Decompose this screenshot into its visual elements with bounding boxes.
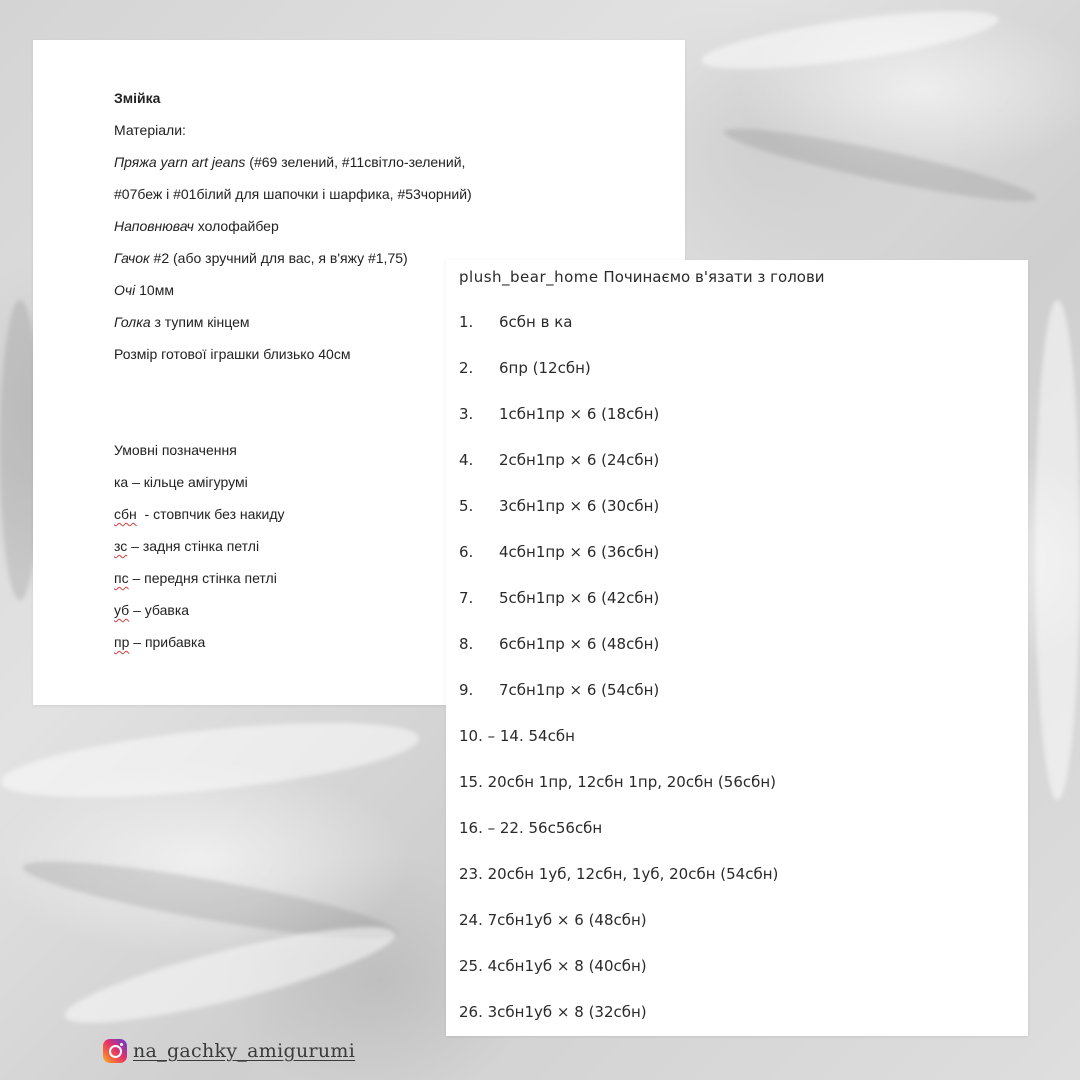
row-text: 1сбн1пр × 6 (18сбн) xyxy=(499,405,660,423)
row-number: 26. xyxy=(459,1003,483,1021)
legend-abbr: сбн xyxy=(114,506,137,522)
row-text: 6сбн в ка xyxy=(499,313,573,331)
yarn-line-continued: #07беж і #01білий для шапочки і шарфика, #53чорний) xyxy=(114,186,472,202)
row-number: 8. xyxy=(459,635,474,653)
pattern-title: Змійка xyxy=(114,90,161,106)
row-item xyxy=(459,451,659,469)
row-item xyxy=(459,773,776,791)
legend-desc: – задня стінка петлі xyxy=(127,538,260,554)
materials-label: Матеріали: xyxy=(114,122,186,138)
instructions-heading xyxy=(459,268,825,286)
row-number: 3. xyxy=(459,405,474,423)
needle-line xyxy=(114,314,250,330)
legend-abbr: пр xyxy=(114,634,130,650)
row-number: 10. – 14. xyxy=(459,727,524,745)
row-item xyxy=(459,865,778,883)
filler-line xyxy=(114,218,279,234)
row-text: 54сбн xyxy=(523,727,575,745)
legend-item xyxy=(114,474,248,490)
row-text: 5сбн1пр × 6 (42сбн) xyxy=(499,589,660,607)
row-number: 2. xyxy=(459,359,474,377)
row-item xyxy=(459,819,602,837)
row-number: 5. xyxy=(459,497,474,515)
background-texture xyxy=(59,910,401,1041)
row-number: 25. xyxy=(459,957,483,975)
row-item xyxy=(459,681,659,699)
yarn-text: (#69 зелений, #11світло-зелений, xyxy=(245,154,466,170)
row-text: 4сбн1пр × 6 (36сбн) xyxy=(499,543,660,561)
row-item xyxy=(459,727,575,745)
row-text: 7сбн1уб × 6 (48сбн) xyxy=(482,911,647,929)
background-texture xyxy=(0,708,422,812)
needle-label: Голка xyxy=(114,314,151,330)
legend-desc: – передня стінка петлі xyxy=(128,570,277,586)
yarn-label: Пряжа yarn art jeans xyxy=(114,154,246,170)
legend-item xyxy=(114,538,259,554)
row-number: 7. xyxy=(459,589,474,607)
background-texture xyxy=(699,0,1002,81)
needle-text: з тупим кінцем xyxy=(150,314,250,330)
row-item xyxy=(459,589,659,607)
instructions-page xyxy=(446,260,1028,1036)
row-text: 2сбн1пр × 6 (24сбн) xyxy=(499,451,660,469)
row-item xyxy=(459,635,659,653)
row-text: 3сбн1уб × 8 (32сбн) xyxy=(482,1003,647,1021)
instagram-icon xyxy=(103,1039,127,1063)
legend-abbr: зс xyxy=(114,538,128,554)
eyes-text: 10мм xyxy=(135,282,174,298)
row-number: 23. xyxy=(459,865,483,883)
row-text: 3сбн1пр × 6 (30сбн) xyxy=(499,497,660,515)
instagram-watermark xyxy=(103,1038,355,1064)
row-item xyxy=(459,543,659,561)
row-item xyxy=(459,1003,647,1021)
background-texture xyxy=(1035,300,1080,800)
legend-desc: – убавка xyxy=(129,602,190,618)
filler-text: холофайбер xyxy=(193,218,279,234)
row-number: 4. xyxy=(459,451,474,469)
hook-label: Гачок xyxy=(114,250,150,266)
size-line: Розмір готової іграшки близько 40см xyxy=(114,346,351,362)
row-text: 56с56сбн xyxy=(523,819,603,837)
background-texture xyxy=(720,117,1039,213)
legend-item xyxy=(114,506,285,522)
eyes-line xyxy=(114,282,174,298)
legend-abbr: уб xyxy=(114,602,130,618)
row-number: 9. xyxy=(459,681,474,699)
row-item xyxy=(459,405,659,423)
yarn-line xyxy=(114,154,465,170)
row-text: 4сбн1уб × 8 (40сбн) xyxy=(482,957,647,975)
eyes-label: Очі xyxy=(114,282,136,298)
row-item xyxy=(459,359,591,377)
legend-abbr: пс xyxy=(114,570,129,586)
legend-desc: - стовпчик без накиду xyxy=(136,506,285,522)
row-item xyxy=(459,497,659,515)
row-item xyxy=(459,957,647,975)
row-item xyxy=(459,911,647,929)
legend-desc: – прибавка xyxy=(129,634,206,650)
row-number: 1. xyxy=(459,313,474,331)
legend-item xyxy=(114,634,205,650)
legend-abbr: ка xyxy=(114,474,129,490)
legend-title: Умовні позначення xyxy=(114,442,237,458)
hook-text: #2 (або зручний для вас, я в'яжу #1,75) xyxy=(149,250,408,266)
row-number: 16. – 22. xyxy=(459,819,524,837)
legend-item xyxy=(114,570,277,586)
hook-line xyxy=(114,250,408,266)
filler-label: Наповнювач xyxy=(114,218,194,234)
watermark-handle: na_gachky_amigurumi xyxy=(133,1040,356,1062)
row-text: 20сбн 1уб, 12сбн, 1уб, 20сбн (54сбн) xyxy=(482,865,779,883)
heading-text: Починаємо в'язати з голови xyxy=(598,268,825,286)
legend-item xyxy=(114,602,189,618)
row-text: 6пр (12сбн) xyxy=(499,359,591,377)
row-number: 15. xyxy=(459,773,483,791)
legend-desc: – кільце амігурумі xyxy=(128,474,248,490)
row-text: 6сбн1пр × 6 (48сбн) xyxy=(499,635,660,653)
row-text: 7сбн1пр × 6 (54сбн) xyxy=(499,681,660,699)
row-number: 6. xyxy=(459,543,474,561)
author-handle: plush_bear_home xyxy=(459,268,599,286)
row-number: 24. xyxy=(459,911,483,929)
row-text: 20сбн 1пр, 12сбн 1пр, 20сбн (56сбн) xyxy=(482,773,777,791)
row-item xyxy=(459,313,572,331)
